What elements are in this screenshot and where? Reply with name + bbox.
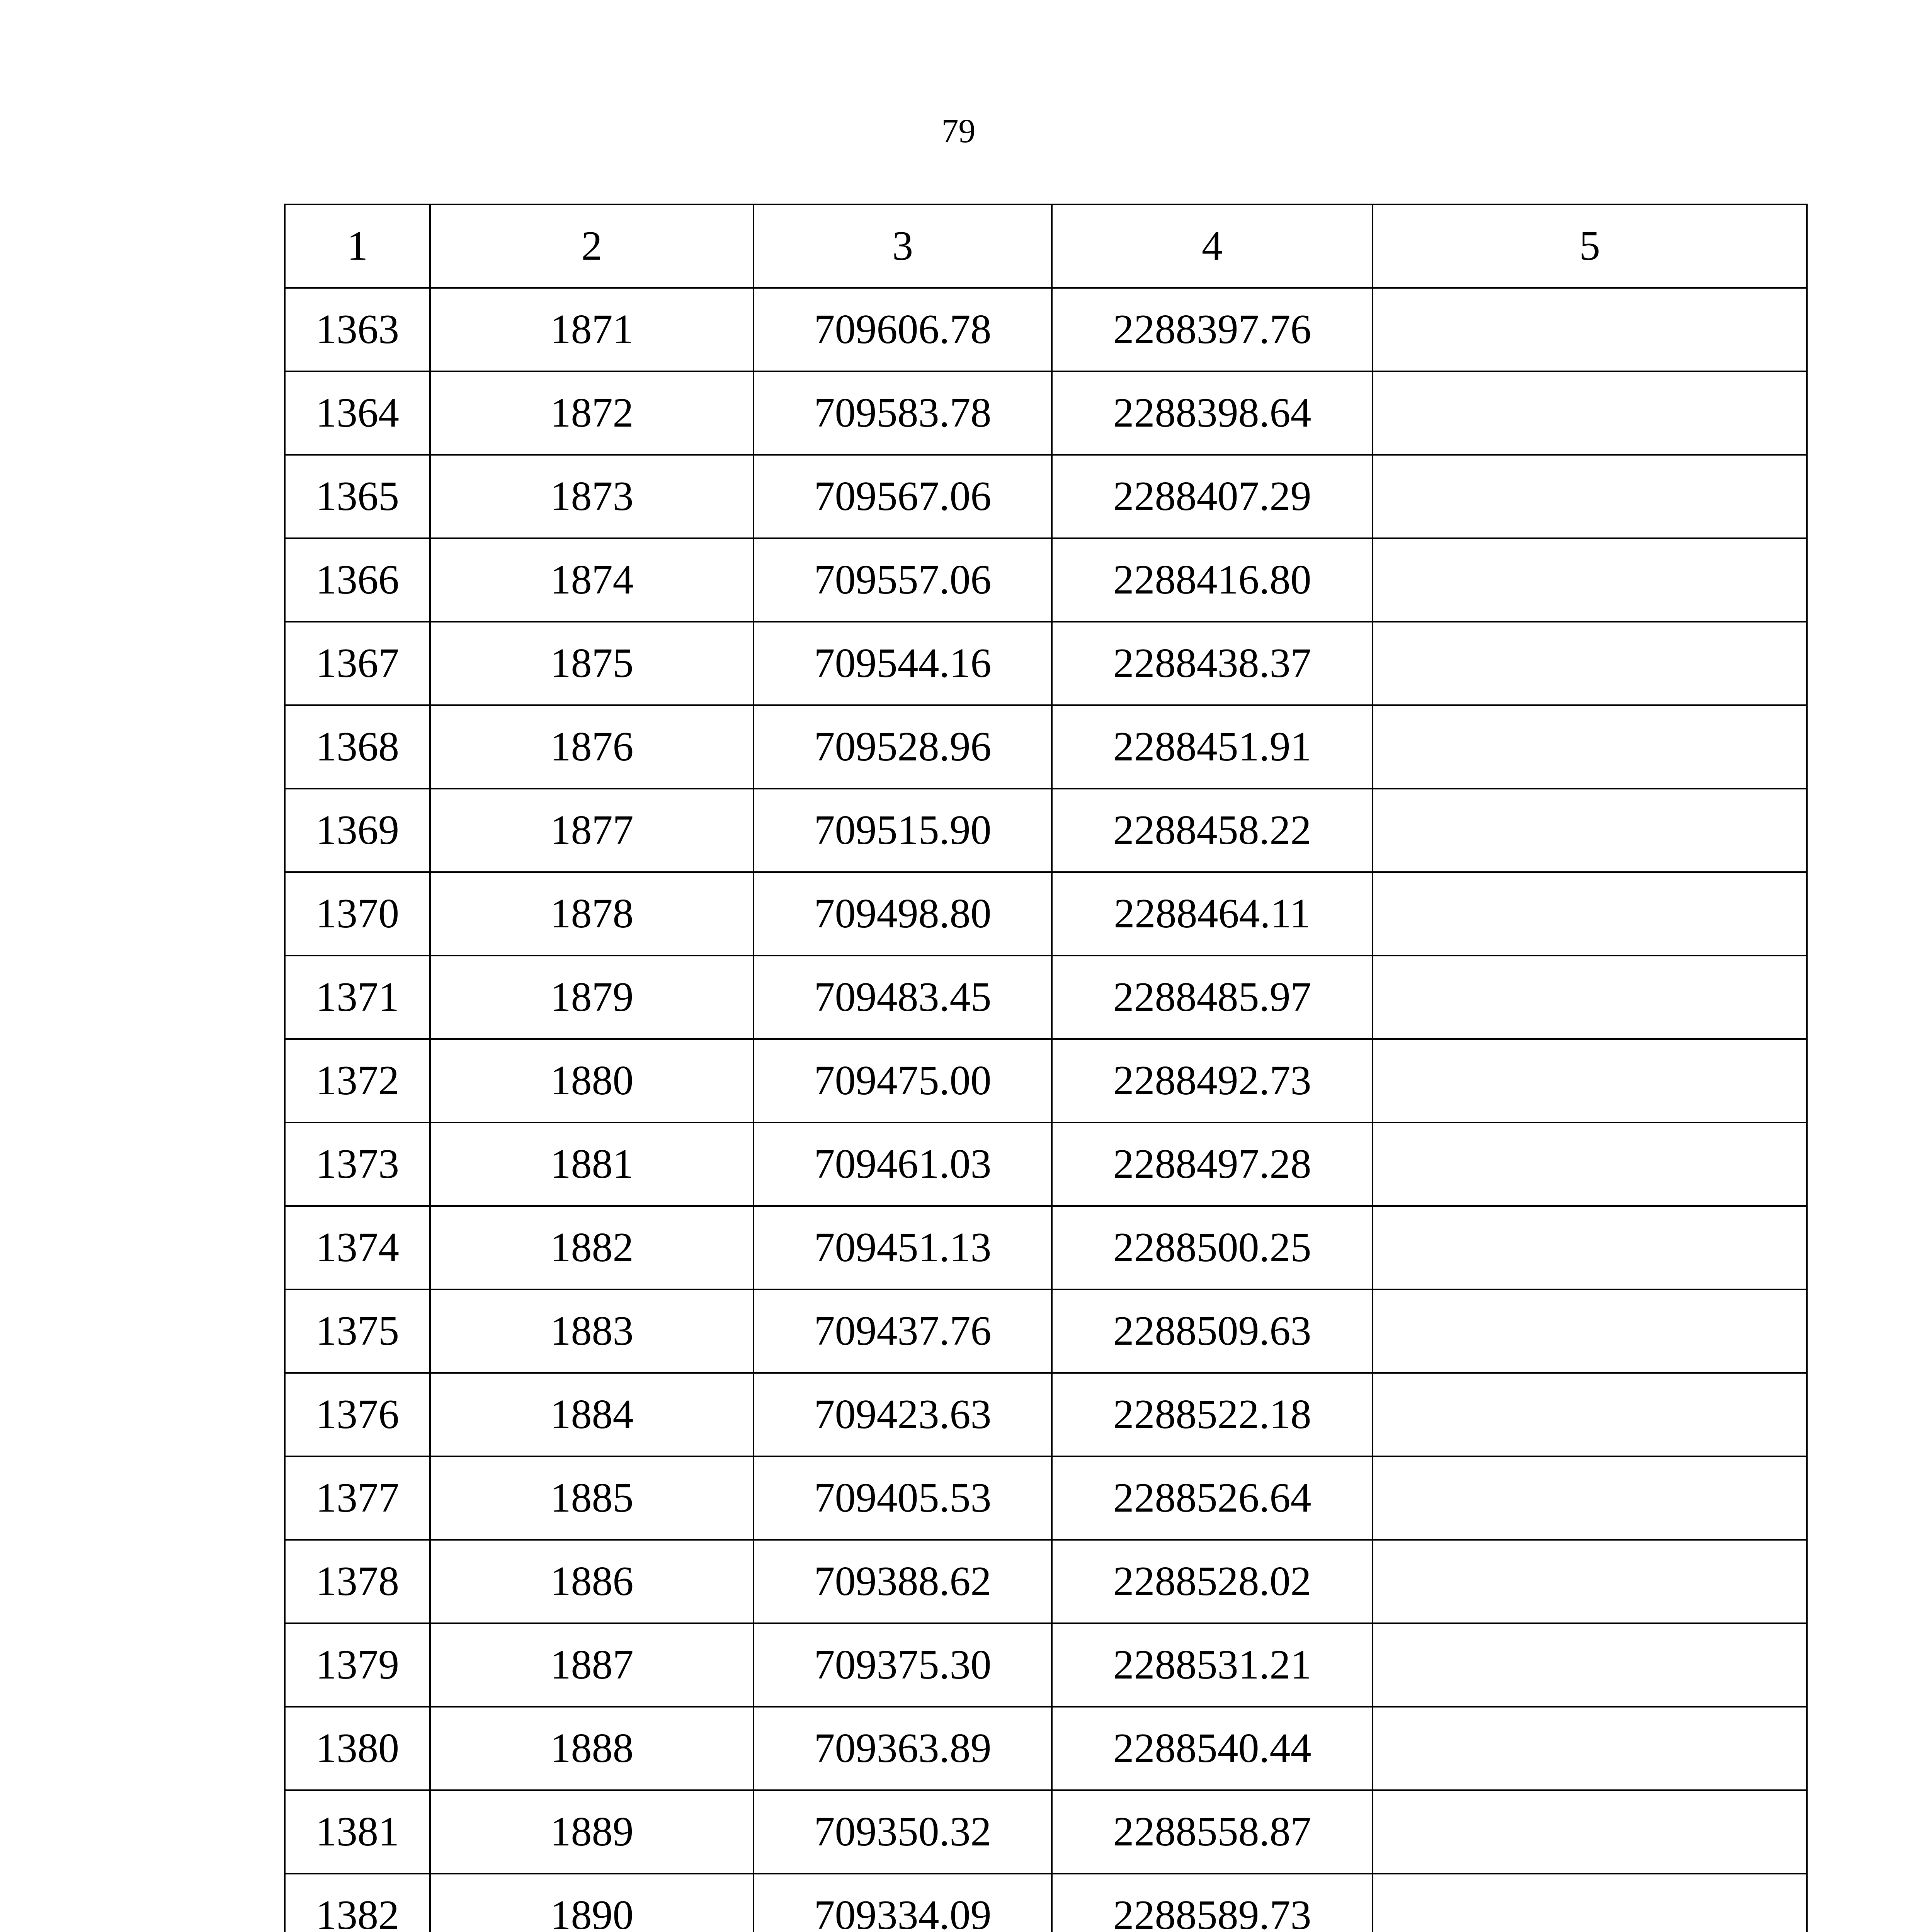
table-row [285, 288, 1807, 371]
table-cell-col-5 [1373, 1540, 1807, 1623]
table-cell-col-1: 1379 [285, 1623, 430, 1707]
table-cell-col-3: 709334.09 [754, 1874, 1052, 1932]
table-cell-col-5 [1373, 538, 1807, 622]
table-cell-col-1: 1382 [285, 1874, 430, 1932]
table-cell-col-2: 1875 [430, 622, 754, 705]
table-cell-col-1: 1367 [285, 622, 430, 705]
table-cell-col-5 [1373, 705, 1807, 789]
table-cell-col-3: 709567.06 [754, 455, 1052, 538]
table-cell-col-5 [1373, 1456, 1807, 1540]
table-cell-col-2: 1874 [430, 538, 754, 622]
table-row [285, 1874, 1807, 1932]
table-cell-col-4: 2288540.44 [1052, 1707, 1373, 1790]
table-row [285, 705, 1807, 789]
table-body [285, 204, 1807, 1932]
table-cell-col-3: 709515.90 [754, 789, 1052, 872]
table-cell-col-3: 709606.78 [754, 288, 1052, 371]
table-cell-col-3: 709451.13 [754, 1206, 1052, 1289]
table-cell-col-4: 2288451.91 [1052, 705, 1373, 789]
table-cell-col-5 [1373, 1707, 1807, 1790]
table-cell-col-1: 1381 [285, 1790, 430, 1874]
table-cell-col-4: 2288416.80 [1052, 538, 1373, 622]
table-cell-col-3: 709363.89 [754, 1707, 1052, 1790]
table-cell-col-2: 1880 [430, 1039, 754, 1122]
coordinates-table [284, 204, 1808, 1932]
table-row [285, 1707, 1807, 1790]
table-cell-col-4: 2288464.11 [1052, 872, 1373, 956]
table-cell-col-4: 2288492.73 [1052, 1039, 1373, 1122]
table-row [285, 1623, 1807, 1707]
table-cell-col-1: 1370 [285, 872, 430, 956]
table-cell-col-2: 1884 [430, 1373, 754, 1456]
column-header-3: 3 [754, 204, 1052, 288]
table-cell-col-3: 709405.53 [754, 1456, 1052, 1540]
table-cell-col-5 [1373, 1122, 1807, 1206]
table-cell-col-4: 2288397.76 [1052, 288, 1373, 371]
table-cell-col-5 [1373, 1289, 1807, 1373]
table-cell-col-1: 1371 [285, 956, 430, 1039]
table-row [285, 455, 1807, 538]
table-cell-col-5 [1373, 956, 1807, 1039]
table-cell-col-2: 1881 [430, 1122, 754, 1206]
table-cell-col-3: 709350.32 [754, 1790, 1052, 1874]
table-row [285, 622, 1807, 705]
table-cell-col-2: 1882 [430, 1206, 754, 1289]
table-cell-col-4: 2288558.87 [1052, 1790, 1373, 1874]
table-cell-col-3: 709498.80 [754, 872, 1052, 956]
table-cell-col-1: 1368 [285, 705, 430, 789]
table-cell-col-1: 1377 [285, 1456, 430, 1540]
table-cell-col-1: 1375 [285, 1289, 430, 1373]
table-cell-col-4: 2288509.63 [1052, 1289, 1373, 1373]
table-cell-col-4: 2288438.37 [1052, 622, 1373, 705]
table-cell-col-5 [1373, 622, 1807, 705]
table-cell-col-4: 2288531.21 [1052, 1623, 1373, 1707]
table-cell-col-3: 709388.62 [754, 1540, 1052, 1623]
table-cell-col-1: 1380 [285, 1707, 430, 1790]
table-cell-col-5 [1373, 288, 1807, 371]
table-cell-col-5 [1373, 1623, 1807, 1707]
table-cell-col-2: 1883 [430, 1289, 754, 1373]
table-row [285, 1540, 1807, 1623]
table-cell-col-2: 1877 [430, 789, 754, 872]
table-cell-col-2: 1872 [430, 371, 754, 455]
column-header-1: 1 [285, 204, 430, 288]
table-cell-col-4: 2288500.25 [1052, 1206, 1373, 1289]
table-row [285, 1456, 1807, 1540]
column-header-5: 5 [1373, 204, 1807, 288]
table-cell-col-2: 1871 [430, 288, 754, 371]
table-cell-col-1: 1369 [285, 789, 430, 872]
table-cell-col-4: 2288528.02 [1052, 1540, 1373, 1623]
table-cell-col-5 [1373, 789, 1807, 872]
table-cell-col-2: 1879 [430, 956, 754, 1039]
table-cell-col-4: 2288398.64 [1052, 371, 1373, 455]
page-number: 79 [941, 112, 976, 150]
table-cell-col-1: 1378 [285, 1540, 430, 1623]
table-cell-col-5 [1373, 1206, 1807, 1289]
table-cell-col-4: 2288589.73 [1052, 1874, 1373, 1932]
table-cell-col-1: 1363 [285, 288, 430, 371]
table-row [285, 1289, 1807, 1373]
table-cell-col-5 [1373, 1039, 1807, 1122]
table-cell-col-2: 1885 [430, 1456, 754, 1540]
table-row [285, 371, 1807, 455]
table-cell-col-2: 1876 [430, 705, 754, 789]
table-cell-col-5 [1373, 1874, 1807, 1932]
table-row [285, 1206, 1807, 1289]
table-row [285, 789, 1807, 872]
table-row [285, 956, 1807, 1039]
table-cell-col-4: 2288458.22 [1052, 789, 1373, 872]
table-cell-col-3: 709544.16 [754, 622, 1052, 705]
table-cell-col-2: 1888 [430, 1707, 754, 1790]
table-cell-col-3: 709483.45 [754, 956, 1052, 1039]
column-header-4: 4 [1052, 204, 1373, 288]
table-cell-col-4: 2288497.28 [1052, 1122, 1373, 1206]
table-row [285, 1373, 1807, 1456]
table-cell-col-5 [1373, 455, 1807, 538]
table-cell-col-4: 2288407.29 [1052, 455, 1373, 538]
table-row [285, 1122, 1807, 1206]
table-cell-col-2: 1878 [430, 872, 754, 956]
table-cell-col-1: 1374 [285, 1206, 430, 1289]
table-cell-col-5 [1373, 1373, 1807, 1456]
table-cell-col-5 [1373, 371, 1807, 455]
table-cell-col-1: 1366 [285, 538, 430, 622]
table-cell-col-4: 2288522.18 [1052, 1373, 1373, 1456]
table-cell-col-3: 709475.00 [754, 1039, 1052, 1122]
table-cell-col-2: 1890 [430, 1874, 754, 1932]
table-cell-col-1: 1364 [285, 371, 430, 455]
table-cell-col-5 [1373, 872, 1807, 956]
table-cell-col-3: 709461.03 [754, 1122, 1052, 1206]
table-cell-col-3: 709583.78 [754, 371, 1052, 455]
table-cell-col-1: 1376 [285, 1373, 430, 1456]
table-cell-col-4: 2288485.97 [1052, 956, 1373, 1039]
table-cell-col-2: 1886 [430, 1540, 754, 1623]
table-cell-col-3: 709437.76 [754, 1289, 1052, 1373]
table-cell-col-2: 1889 [430, 1790, 754, 1874]
table-cell-col-3: 709557.06 [754, 538, 1052, 622]
table-cell-col-3: 709375.30 [754, 1623, 1052, 1707]
table-header-row [285, 204, 1807, 288]
table-cell-col-3: 709528.96 [754, 705, 1052, 789]
table-cell-col-2: 1887 [430, 1623, 754, 1707]
table-row [285, 872, 1807, 956]
table-row [285, 538, 1807, 622]
column-header-2: 2 [430, 204, 754, 288]
table-cell-col-1: 1373 [285, 1122, 430, 1206]
table-cell-col-4: 2288526.64 [1052, 1456, 1373, 1540]
table-row [285, 1039, 1807, 1122]
table-cell-col-1: 1372 [285, 1039, 430, 1122]
table-cell-col-2: 1873 [430, 455, 754, 538]
table-cell-col-3: 709423.63 [754, 1373, 1052, 1456]
table-row [285, 1790, 1807, 1874]
table-cell-col-1: 1365 [285, 455, 430, 538]
table-cell-col-5 [1373, 1790, 1807, 1874]
